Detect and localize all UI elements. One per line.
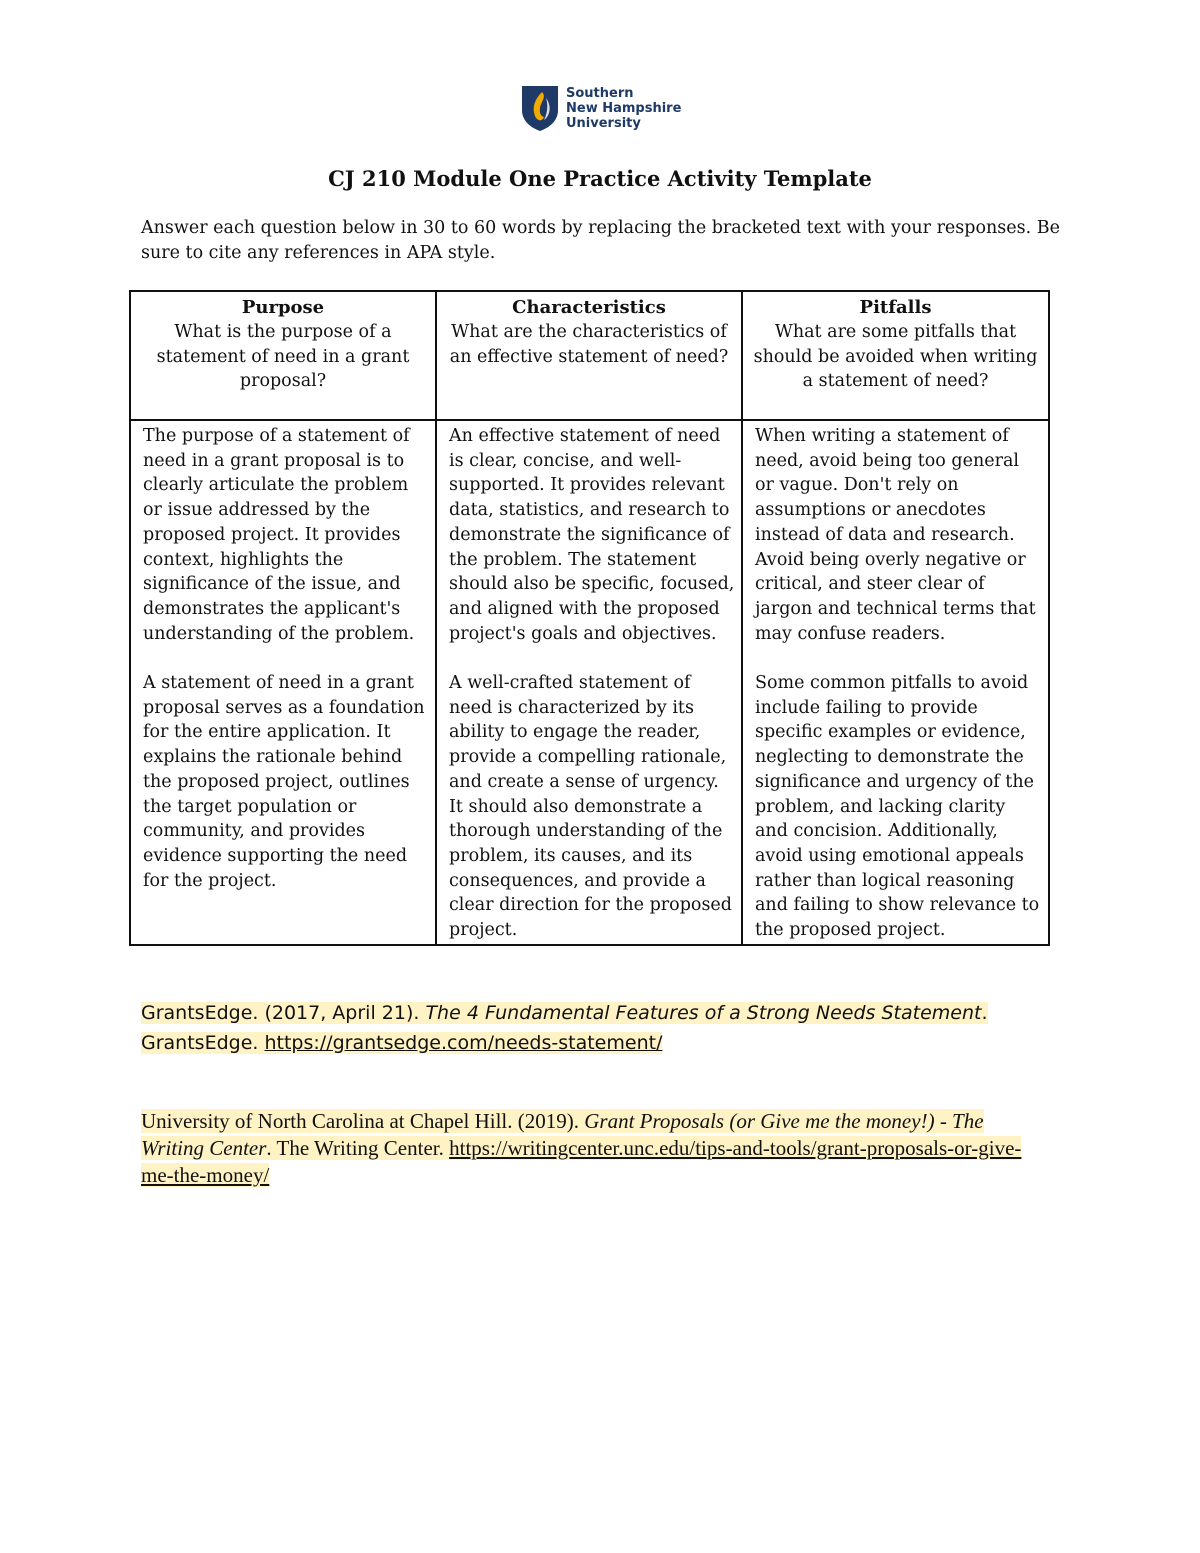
pitfalls-answer-2: Some common pitfalls to avoid include failing to provide specific examples or evidence, neglecting to demonstrate the significance and urgency of the problem, and lacking clarity and concision. Additionally, avoid using emotional appeals rather than logical reasoning and failing to show relevance to the proposed project. xyxy=(755,673,1040,941)
reference-2-publisher: . The Writing Center. xyxy=(266,1136,450,1160)
pitfalls-question: What are some pitfalls that should be avoided when writing a statement of need? xyxy=(753,322,1038,391)
reference-1-publisher: . GrantsEdge. xyxy=(141,1002,988,1054)
reference-2-link[interactable]: https://writingcenter.unc.edu/tips-and-tools/grant-proposals-or-give-me-the-money/ xyxy=(141,1136,1022,1187)
table-answer-row xyxy=(130,420,1049,945)
purpose-answer-cell[interactable] xyxy=(130,420,436,945)
university-logo xyxy=(520,84,681,132)
pitfalls-title: Pitfalls xyxy=(859,297,932,318)
logo-line-3: University xyxy=(566,115,641,131)
purpose-answer-2: A statement of need in a grant proposal serves as a foundation for the entire application. It explains the rationale behind the proposed project, outlines the target population or community, and provides evidence supporting the need for the project. xyxy=(143,673,425,891)
reference-2-highlight xyxy=(141,1109,1021,1187)
logo-wordmark xyxy=(566,86,681,131)
reference-2-title: Grant Proposals (or Give me the money!) - The Writing Center xyxy=(141,1109,984,1160)
shield-flame-icon xyxy=(520,84,560,132)
logo-line-1: Southern xyxy=(566,85,634,101)
table-header-row xyxy=(130,291,1049,420)
instructions: Answer each question below in 30 to 60 words by replacing the bracketed text with your responses. Be sure to cite any references in APA style. xyxy=(141,218,1060,263)
activity-table xyxy=(129,290,1050,946)
purpose-header-cell xyxy=(130,291,436,420)
pitfalls-answer-1: When writing a statement of need, avoid being too general or vague. Don't rely on assumptions or anecdotes instead of data and research. Avoid being overly negative or critical, and steer clear of jargon and technical terms that may confuse readers. xyxy=(755,426,1036,644)
reference-1-highlight xyxy=(141,1002,988,1054)
purpose-answer-1: The purpose of a statement of need in a grant proposal is to clearly articulate the problem or issue addressed by the proposed project. It provides context, highlights the significance of the issue, and demonstrates the applicant's understanding of the problem. xyxy=(143,426,415,644)
characteristics-answer-2: A well-crafted statement of need is characterized by its ability to engage the reader, provide a compelling rationale, and create a sense of urgency. It should also demonstrate a thorough understanding of the problem, its causes, and its consequences, and provide a clear direction for the proposed project. xyxy=(449,673,732,941)
reference-1-title: The 4 Fundamental Features of a Strong Needs Statement xyxy=(425,1002,982,1024)
reference-grantsedge xyxy=(141,998,1041,1058)
purpose-title: Purpose xyxy=(241,297,325,318)
characteristics-title: Characteristics xyxy=(512,297,666,318)
characteristics-header-cell xyxy=(436,291,742,420)
characteristics-question: What are the characteristics of an effective statement of need? xyxy=(449,322,729,367)
pitfalls-answer-cell[interactable] xyxy=(742,420,1049,945)
characteristics-answer-cell[interactable] xyxy=(436,420,742,945)
pitfalls-header-cell xyxy=(742,291,1049,420)
document-title: CJ 210 Module One Practice Activity Template xyxy=(328,166,872,191)
reference-2-author: University of North Carolina at Chapel Hill. (2019). xyxy=(141,1109,585,1133)
reference-1-author: GrantsEdge. (2017, April 21). xyxy=(141,1002,426,1024)
logo-line-2: New Hampshire xyxy=(566,100,682,116)
characteristics-answer-1: An effective statement of need is clear, concise, and well-supported. It provides relevant data, statistics, and research to demonstrate the significance of the problem. The statement should also be specific, focused, and aligned with the proposed project's goals and objectives. xyxy=(449,426,735,644)
reference-unc xyxy=(141,1108,1041,1189)
reference-1-link[interactable]: https://grantsedge.com/needs-statement/ xyxy=(264,1032,663,1054)
purpose-question: What is the purpose of a statement of need in a grant proposal? xyxy=(156,322,410,391)
